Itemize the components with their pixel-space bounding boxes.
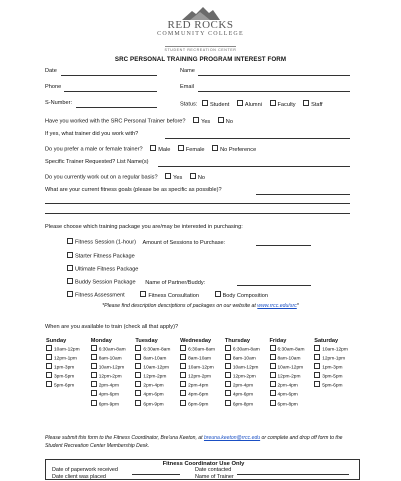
name-input[interactable]: [198, 75, 350, 76]
starter-package-label: Starter Fitness Package: [75, 253, 135, 260]
time-slot-checkbox[interactable]: [225, 381, 231, 387]
time-slot-option[interactable]: [225, 363, 269, 372]
day-tuesday: Tuesday: [135, 338, 158, 344]
time-slot-checkbox[interactable]: [270, 345, 276, 351]
time-slot-checkbox[interactable]: [180, 400, 186, 406]
time-slot-checkbox[interactable]: [135, 400, 141, 406]
time-slot-checkbox[interactable]: [91, 345, 97, 351]
email-label: Email: [180, 84, 194, 90]
coordinator-box-title: Fitness Coordinator Use Only: [162, 461, 245, 467]
time-slot-checkbox[interactable]: [180, 372, 186, 378]
time-slot-label: 3pm-5pm: [322, 374, 343, 380]
time-slot-option[interactable]: [91, 354, 135, 363]
buddy-package-checkbox[interactable]: [67, 278, 73, 284]
time-slot-checkbox[interactable]: [225, 354, 231, 360]
time-slot-checkbox[interactable]: [314, 363, 320, 369]
time-slot-checkbox[interactable]: [135, 381, 141, 387]
time-slot-label: 2pm-4pm: [98, 383, 119, 389]
worked-before-no-label: No: [225, 118, 233, 125]
time-slot-label: 12pm-2pm: [277, 374, 301, 380]
time-slot-checkbox[interactable]: [135, 372, 141, 378]
status-faculty-checkbox[interactable]: [270, 100, 276, 106]
time-slot-option[interactable]: [180, 354, 224, 363]
date-label: Date: [45, 68, 57, 74]
time-slot-option[interactable]: [91, 390, 135, 399]
time-slot-option[interactable]: [91, 381, 135, 390]
availability-prompt: When are you available to train (check all that apply)?: [45, 324, 179, 330]
time-slot-option[interactable]: [225, 354, 269, 363]
submit-text-prefix: Please submit this form to the Fitness Coordinator, Bre'una Keeton, at: [45, 435, 204, 441]
time-slot-label: 8am-10am: [98, 356, 122, 362]
time-slot-option[interactable]: [135, 345, 179, 354]
goals-input-line-2[interactable]: [45, 203, 350, 204]
time-slot-label: 6:30am-8am: [143, 347, 171, 353]
time-slot-label: 10am-12pm: [54, 347, 80, 353]
fitness-consultation-label: Fitness Consultation: [148, 292, 199, 299]
time-slot-label: 4pm-6pm: [188, 392, 209, 398]
time-slot-checkbox[interactable]: [225, 372, 231, 378]
day-thursday: Thursday: [224, 338, 250, 344]
worked-before-no-checkbox[interactable]: [218, 117, 224, 123]
time-slot-label: 8am-10am: [232, 356, 256, 362]
time-slot-label: 5pm-6pm: [322, 383, 343, 389]
sunday-slots: [45, 345, 90, 409]
gender-female-label: Female: [185, 146, 205, 153]
worked-before-question: Have you worked with the SRC Personal Trainer before?: [45, 118, 186, 125]
time-slot-label: 2pm-4pm: [232, 383, 254, 389]
email-input[interactable]: [198, 91, 350, 92]
fitness-assessment-checkbox[interactable]: [67, 291, 73, 297]
status-staff-label: Staff: [311, 101, 323, 108]
time-slot-checkbox[interactable]: [314, 381, 320, 387]
time-slot-label: 10am-12pm: [188, 365, 214, 371]
time-slot-option[interactable]: [314, 363, 358, 372]
time-slot-label: 12pm-1pm: [322, 356, 346, 362]
status-staff-checkbox[interactable]: [303, 100, 309, 106]
time-slot-checkbox[interactable]: [270, 363, 276, 369]
specific-trainer-question: Specific Trainer Requested? List Name(s): [45, 159, 149, 165]
starter-package-checkbox[interactable]: [67, 252, 73, 258]
logo-line-1: RED ROCKS: [167, 19, 234, 31]
fitness-assessment-label: Fitness Assessment: [75, 292, 125, 299]
time-slot-checkbox[interactable]: [225, 345, 231, 351]
packages-note: [0, 303, 401, 309]
packages-prompt: Please choose which training package you are/may be interested in purchasing:: [45, 224, 243, 230]
day-friday: Friday: [269, 338, 287, 344]
amount-sessions-input[interactable]: [256, 245, 311, 246]
time-slot-label: 10am-12pm: [322, 347, 348, 353]
time-slot-option[interactable]: [180, 381, 224, 390]
status-student-checkbox[interactable]: [202, 100, 208, 106]
time-slot-checkbox[interactable]: [225, 390, 231, 396]
day-saturday: Saturday: [314, 338, 339, 344]
time-slot-label: 12pm-2pm: [232, 374, 256, 380]
time-slot-label: 10am-12pm: [277, 365, 304, 371]
time-slot-label: 8am-10am: [277, 356, 301, 362]
time-slot-label: 8am-10am: [143, 356, 167, 362]
time-slot-label: 12pm-2pm: [98, 374, 122, 380]
time-slot-checkbox[interactable]: [270, 372, 276, 378]
submit-text-suffix: or complete and drop off form to the Student Recreation Center Membership Desk.: [45, 435, 343, 449]
ultimate-package-checkbox[interactable]: [67, 265, 73, 271]
gender-male-label: Male: [158, 146, 171, 153]
friday-slots: [269, 345, 314, 409]
time-slot-label: 4pm-6pm: [232, 392, 254, 398]
time-slot-option[interactable]: [180, 372, 224, 381]
time-slot-checkbox[interactable]: [91, 372, 97, 378]
partner-name-label: Name of Partner/Buddy:: [145, 279, 206, 286]
time-slot-option[interactable]: [270, 381, 314, 390]
regular-basis-no-checkbox[interactable]: [190, 173, 196, 179]
amount-sessions-label: Amount of Sessions to Purchase:: [142, 239, 226, 246]
time-slot-option[interactable]: [180, 390, 224, 399]
time-slot-label: 2pm-4pm: [277, 383, 298, 389]
time-slot-option[interactable]: [135, 400, 179, 409]
regular-basis-yes-label: Yes: [173, 174, 183, 181]
time-slot-option[interactable]: [135, 381, 179, 390]
time-slot-checkbox[interactable]: [91, 400, 97, 406]
gender-pref-question: Do you prefer a male or female trainer?: [45, 146, 143, 153]
fitness-session-checkbox[interactable]: [67, 238, 73, 244]
time-slot-option[interactable]: [225, 372, 269, 381]
time-slot-checkbox[interactable]: [135, 390, 141, 396]
packages-note-end: *: [296, 303, 299, 309]
partner-name-input[interactable]: [237, 285, 311, 286]
time-slot-label: 12pm-1pm: [54, 356, 77, 362]
time-slot-checkbox[interactable]: [91, 381, 97, 387]
logo-line-3: STUDENT RECREATION CENTER: [164, 48, 237, 52]
name-label: Name: [180, 68, 195, 74]
time-slot-checkbox[interactable]: [314, 354, 320, 360]
time-slot-checkbox[interactable]: [270, 390, 276, 396]
status-faculty-label: Faculty: [277, 101, 296, 108]
snumber-input[interactable]: [76, 107, 157, 108]
time-slot-checkbox[interactable]: [91, 390, 97, 396]
phone-label: Phone: [45, 84, 62, 90]
which-trainer-input[interactable]: [165, 138, 350, 139]
time-slot-checkbox[interactable]: [46, 354, 52, 360]
package-buddy: [67, 278, 205, 287]
specific-trainer-input[interactable]: [158, 166, 350, 167]
time-slot-label: 6pm-8pm: [232, 402, 254, 408]
time-slot-option[interactable]: [270, 400, 314, 409]
time-slot-checkbox[interactable]: [46, 345, 52, 351]
time-slot-checkbox[interactable]: [180, 390, 186, 396]
time-slot-label: 12pm-2pm: [188, 374, 212, 380]
time-slot-option[interactable]: [225, 381, 269, 390]
time-slot-option[interactable]: [180, 363, 224, 372]
regular-basis-question: Do you currently work out on a regular basis?: [45, 174, 158, 181]
time-slot-option[interactable]: [270, 354, 314, 363]
time-slot-checkbox[interactable]: [180, 363, 186, 369]
time-slot-option[interactable]: [270, 363, 314, 372]
form-title: SRC PERSONAL TRAINING PROGRAM INTEREST FORM: [114, 56, 287, 63]
time-slot-checkbox[interactable]: [46, 363, 52, 369]
time-slot-label: 6:30am-8am: [98, 347, 126, 353]
time-slot-checkbox[interactable]: [135, 354, 141, 360]
gender-no-pref-label: No Preference: [220, 146, 257, 153]
time-slot-label: 5pm-6pm: [54, 383, 75, 389]
time-slot-checkbox[interactable]: [270, 381, 276, 387]
time-slot-checkbox[interactable]: [180, 345, 186, 351]
time-slot-option[interactable]: [91, 363, 135, 372]
time-slot-checkbox[interactable]: [46, 381, 52, 387]
time-slot-checkbox[interactable]: [180, 381, 186, 387]
status-row: [180, 100, 323, 109]
wednesday-slots: [179, 345, 224, 409]
time-slot-option[interactable]: [225, 400, 269, 409]
ultimate-package-label: Ultimate Fitness Package: [75, 266, 139, 273]
buddy-package-label: Buddy Session Package: [75, 279, 136, 286]
time-slot-option[interactable]: [91, 345, 135, 354]
website-link[interactable]: www.rrcc.edu/src: [257, 303, 297, 309]
time-slot-label: 4pm-6pm: [143, 392, 164, 398]
goals-input-line-3[interactable]: [45, 213, 350, 214]
time-slot-option[interactable]: [135, 354, 179, 363]
saturday-slots: [313, 345, 358, 409]
availability-table: [45, 337, 358, 409]
time-slot-label: 6:30am-8am: [188, 347, 216, 353]
time-slot-label: 2pm-4pm: [188, 383, 209, 389]
worked-before-yes-label: Yes: [201, 118, 211, 125]
trainer-name-label: Name of Trainer: [195, 474, 234, 480]
regular-basis-no-label: No: [197, 174, 205, 181]
time-slot-label: 6pm-9pm: [188, 402, 209, 408]
time-slot-label: 4pm-6pm: [277, 392, 298, 398]
body-composition-checkbox[interactable]: [215, 291, 221, 297]
gender-no-pref-checkbox[interactable]: [212, 145, 218, 151]
time-slot-option[interactable]: [135, 390, 179, 399]
time-slot-checkbox[interactable]: [225, 400, 231, 406]
time-slot-checkbox[interactable]: [225, 363, 231, 369]
time-slot-label: 8am-10am: [188, 356, 212, 362]
time-slot-option[interactable]: [314, 345, 358, 354]
time-slot-option[interactable]: [91, 372, 135, 381]
time-slot-option[interactable]: [270, 345, 314, 354]
time-slot-option[interactable]: [46, 381, 90, 390]
time-slot-option[interactable]: [135, 372, 179, 381]
gender-male-checkbox[interactable]: [150, 145, 156, 151]
paperwork-received-label: Date of paperwork received: [52, 467, 118, 473]
availability-slots-row: [45, 345, 358, 409]
date-input[interactable]: [61, 75, 157, 76]
time-slot-option[interactable]: [225, 345, 269, 354]
time-slot-label: 6:30am-8am: [277, 347, 305, 353]
regular-basis-row: [45, 173, 205, 182]
time-slot-option[interactable]: [270, 372, 314, 381]
time-slot-label: 6pm-8pm: [277, 402, 298, 408]
time-slot-checkbox[interactable]: [46, 372, 52, 378]
time-slot-label: 3pm-5pm: [54, 374, 75, 380]
paperwork-received-input[interactable]: [132, 474, 180, 475]
logo-line-2: COMMUNITY COLLEGE: [157, 31, 244, 37]
goals-input-line-1[interactable]: [256, 194, 350, 195]
time-slot-label: 2pm-4pm: [143, 383, 164, 389]
day-wednesday: Wednesday: [180, 338, 212, 344]
phone-input[interactable]: [64, 91, 157, 92]
date-contacted-input[interactable]: [237, 474, 349, 475]
time-slot-option[interactable]: [270, 390, 314, 399]
monday-slots: [90, 345, 135, 409]
submit-instructions: [45, 434, 360, 450]
time-slot-label: 6:30am-8am: [232, 347, 260, 353]
gender-female-checkbox[interactable]: [178, 145, 184, 151]
time-slot-option[interactable]: [46, 363, 90, 372]
status-label: Status:: [180, 101, 198, 108]
time-slot-option[interactable]: [314, 381, 358, 390]
gender-pref-row: [45, 145, 256, 154]
which-trainer-question: If yes, what trainer did you work with?: [45, 131, 139, 137]
time-slot-checkbox[interactable]: [270, 400, 276, 406]
status-student-label: Student: [209, 101, 230, 108]
packages-note-text: *Please find description descriptions of packages on our website at: [102, 303, 258, 309]
regular-basis-yes-checkbox[interactable]: [165, 173, 171, 179]
time-slot-option[interactable]: [135, 363, 179, 372]
time-slot-checkbox[interactable]: [135, 345, 141, 351]
snumber-label: S-Number:: [45, 100, 73, 106]
time-slot-label: 10am-12pm: [232, 365, 259, 371]
time-slot-checkbox[interactable]: [180, 354, 186, 360]
coordinator-email-link[interactable]: breuna.keeton@rrcc.edu: [203, 435, 261, 441]
time-slot-option[interactable]: [180, 400, 224, 409]
worked-before-row: [45, 117, 233, 126]
time-slot-option[interactable]: [180, 345, 224, 354]
time-slot-label: 10am-12pm: [143, 365, 170, 371]
thursday-slots: [224, 345, 269, 409]
time-slot-option[interactable]: [46, 372, 90, 381]
client-placed-label: Date client was placed: [52, 474, 106, 480]
status-alumni-label: Alumni: [244, 101, 262, 108]
college-logo: [0, 6, 401, 56]
time-slot-option[interactable]: [314, 372, 358, 381]
time-slot-label: 1pm-3pm: [322, 365, 343, 371]
time-slot-checkbox[interactable]: [91, 354, 97, 360]
body-composition-label: Body Composition: [222, 292, 268, 299]
time-slot-label: 1pm-3pm: [54, 365, 75, 371]
time-slot-label: 4pm-6pm: [98, 392, 119, 398]
time-slot-checkbox[interactable]: [91, 363, 97, 369]
fitness-session-label: Fitness Session (1-hour): [75, 239, 136, 246]
time-slot-label: 12pm-2pm: [143, 374, 167, 380]
day-sunday: Sunday: [46, 338, 67, 344]
time-slot-option[interactable]: [91, 400, 135, 409]
time-slot-checkbox[interactable]: [314, 372, 320, 378]
time-slot-option[interactable]: [46, 345, 90, 354]
mountain-logo-icon: [182, 6, 220, 20]
tuesday-slots: [134, 345, 179, 409]
status-alumni-checkbox[interactable]: [237, 100, 243, 106]
time-slot-checkbox[interactable]: [135, 363, 141, 369]
time-slot-label: 10am-12pm: [98, 365, 125, 371]
package-fitness-session: [67, 238, 225, 247]
package-starter: [67, 252, 135, 261]
time-slot-checkbox[interactable]: [314, 345, 320, 351]
date-contacted-label: Date contacted: [195, 467, 232, 473]
availability-header-row: [45, 337, 358, 345]
time-slot-option[interactable]: [46, 354, 90, 363]
package-extras-row: [67, 291, 268, 300]
worked-before-yes-checkbox[interactable]: [193, 117, 199, 123]
day-monday: Monday: [90, 338, 112, 344]
time-slot-label: 6pm-9pm: [143, 402, 164, 408]
time-slot-checkbox[interactable]: [270, 354, 276, 360]
goals-question: What are your current fitness goals (please be as specific as possible)?: [45, 187, 222, 193]
package-ultimate: [67, 265, 138, 274]
time-slot-option[interactable]: [314, 354, 358, 363]
fitness-consultation-checkbox[interactable]: [140, 291, 146, 297]
time-slot-option[interactable]: [225, 390, 269, 399]
time-slot-label: 6pm-9pm: [98, 402, 119, 408]
